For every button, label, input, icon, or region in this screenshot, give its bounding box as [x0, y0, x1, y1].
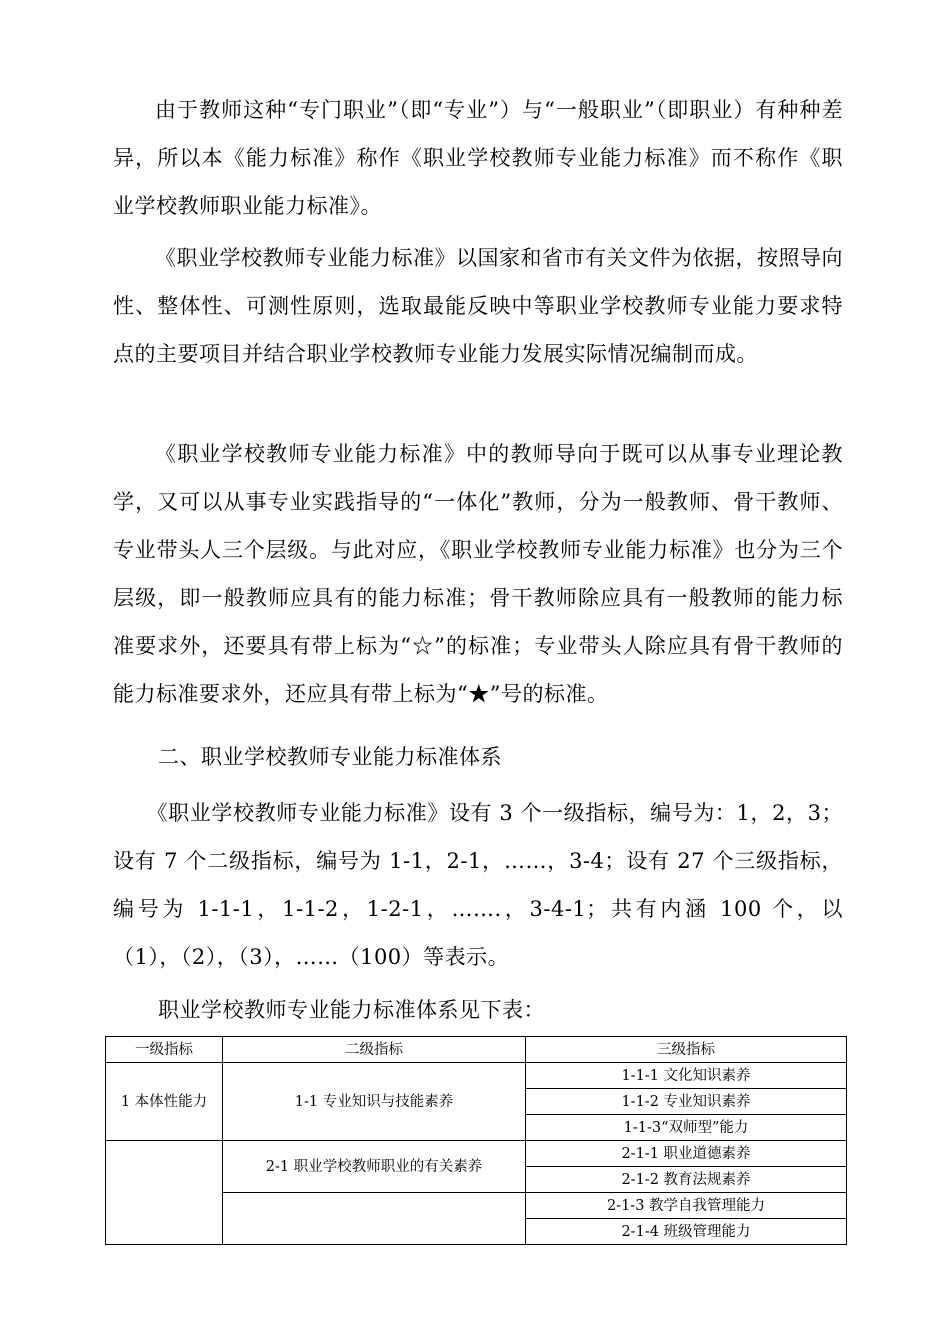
section-heading: 二、职业学校教师专业能力标准体系	[158, 745, 502, 769]
cell-level3: 2-1-3 教学自我管理能力	[526, 1193, 847, 1219]
cell-level2: 2-1 职业学校教师职业的有关素养	[223, 1141, 526, 1193]
cell-level3: 1-1-3“双师型”能力	[526, 1115, 847, 1141]
table-row	[106, 1141, 847, 1167]
cell-level3: 2-1-1 职业道德素养	[526, 1141, 847, 1167]
standard-system-table	[105, 1036, 847, 1245]
cell-level2: 1-1 专业知识与技能素养	[223, 1063, 526, 1141]
cell-level3: 2-1-2 教育法规素养	[526, 1167, 847, 1193]
cell-level3: 1-1-1 文化知识素养	[526, 1063, 847, 1089]
cell-level2-empty	[223, 1193, 526, 1245]
header-level1: 一级指标	[106, 1037, 223, 1063]
cell-level1: 1 本体性能力	[106, 1063, 223, 1141]
table-header-row	[106, 1037, 847, 1063]
paragraph-profession-distinction: 由于教师这种“专门职业”（即“专业”）与“一般职业”（即职业）有种种差异，所以本《能力标准》称作《职业学校教师专业能力标准》而不称作《职业学校教师职业能力标准》。	[113, 98, 843, 218]
paragraph-standard-basis: 《职业学校教师专业能力标准》以国家和省市有关文件为依据，按照导向性、整体性、可测性原则，选取最能反映中等职业学校教师专业能力要求特点的主要项目并结合职业学校教师专业能力发展实际情况编制而成。	[113, 246, 843, 366]
header-level2: 二级指标	[223, 1037, 526, 1063]
cell-level1	[106, 1141, 223, 1245]
cell-level3: 1-1-2 专业知识素养	[526, 1089, 847, 1115]
paragraph-index-system: 《职业学校教师专业能力标准》设有 3 个一级指标，编号为：1，2，3；设有 7 个二级指标，编号为 1-1，2-1，……，3-4；设有 27 个三级指标，编号为 1-1-1，1-1-2，1-2-1，…….，3-4-1；共有内涵 100 个，以（1），（2），（3），……（100）等表示。	[113, 801, 843, 969]
header-level3: 三级指标	[526, 1037, 847, 1063]
table-caption: 职业学校教师专业能力标准体系见下表：	[158, 998, 545, 1022]
paragraph-teacher-levels: 《职业学校教师专业能力标准》中的教师导向于既可以从事专业理论教学，又可以从事专业实践指导的“一体化”教师，分为一般教师、骨干教师、专业带头人三个层级。与此对应，《职业学校教师专业能力标准》也分为三个层级，即一般教师应具有的能力标准；骨干教师除应具有一般教师的能力标准要求外，还要具有带上标为“☆”的标准；专业带头人除应具有骨干教师的能力标准要求外，还应具有带上标为“★”号的标准。	[113, 442, 843, 706]
cell-level3: 2-1-4 班级管理能力	[526, 1219, 847, 1245]
table-row	[106, 1063, 847, 1089]
